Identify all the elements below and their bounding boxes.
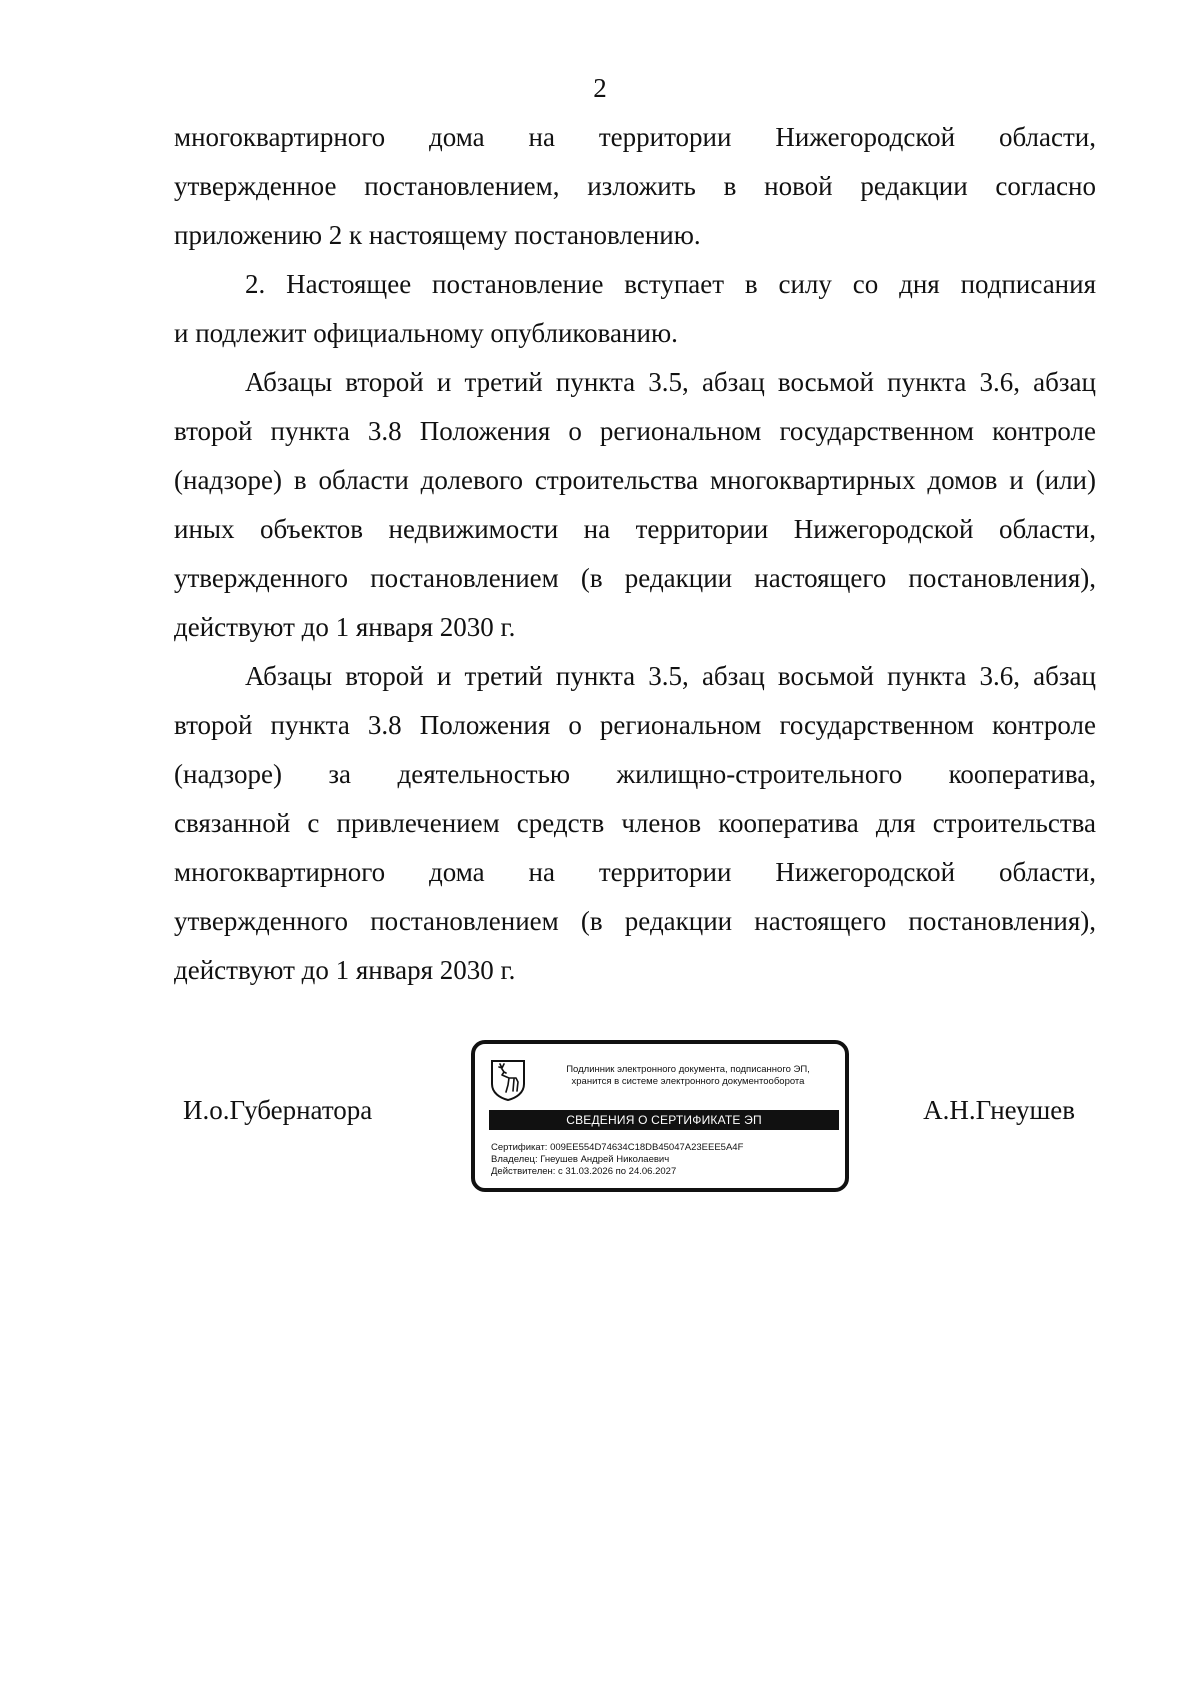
text-line: утвержденного постановлением (в редакции настоящего постановления), [174,906,1096,936]
stamp-header [535,1064,841,1088]
deer-emblem-icon [489,1058,527,1102]
text-line: многоквартирного дома на территории Нижегородской области, [174,122,1096,152]
paragraph-shared-construction [174,358,1096,652]
text-line: действуют до 1 января 2030 г. [174,955,516,985]
text-line: иных объектов недвижимости на территории Нижегородской области, [174,514,1096,544]
signer-title: И.о.Губернатора [183,1095,373,1125]
certificate-owner: Владелец: Гнеушев Андрей Николаевич [491,1154,670,1165]
text-line: действуют до 1 января 2030 г. [174,612,516,642]
certificate-validity: Действителен: с 31.03.2026 по 24.06.2027 [491,1166,677,1177]
text-line: 2. Настоящее постановление вступает в силу со дня подписания [245,269,1096,299]
text-line: многоквартирного дома на территории Нижегородской области, [174,857,1096,887]
electronic-signature-stamp [471,1040,849,1192]
signer-name: А.Н.Гнеушев [923,1095,1075,1125]
text-line: утвержденного постановлением (в редакции настоящего постановления), [174,563,1096,593]
paragraph-continuation [174,113,1096,260]
text-line: Абзацы второй и третий пункта 3.5, абзац восьмой пункта 3.6, абзац [245,367,1096,397]
text-line: и подлежит официальному опубликованию. [174,318,678,348]
text-line: второй пункта 3.8 Положения о региональном государственном контроле [174,710,1096,740]
text-line: (надзоре) за деятельностью жилищно-строительного кооператива, [174,759,1096,789]
paragraph-housing-cooperative [174,652,1096,995]
text-line: связанной с привлечением средств членов кооператива для строительства [174,808,1096,838]
stamp-header-line: хранится в системе электронного документооборота [571,1076,805,1087]
document-body [174,113,1096,995]
text-line: утвержденное постановлением, изложить в новой редакции согласно [174,171,1096,201]
certificate-details [491,1142,841,1178]
stamp-header-line: Подлинник электронного документа, подписанного ЭП, [566,1064,810,1075]
paragraph-effective-date [174,260,1096,358]
text-line: второй пункта 3.8 Положения о региональном государственном контроле [174,416,1096,446]
certificate-info-bar: СВЕДЕНИЯ О СЕРТИФИКАТЕ ЭП [489,1110,839,1130]
page-number: 2 [593,73,607,103]
text-line: приложению 2 к настоящему постановлению. [174,220,701,250]
text-line: (надзоре) в области долевого строительства многоквартирных домов и (или) [174,465,1096,495]
text-line: Абзацы второй и третий пункта 3.5, абзац восьмой пункта 3.6, абзац [245,661,1096,691]
certificate-number: Сертификат: 009EE554D74634C18DB45047A23EEE5A4F [491,1142,744,1153]
